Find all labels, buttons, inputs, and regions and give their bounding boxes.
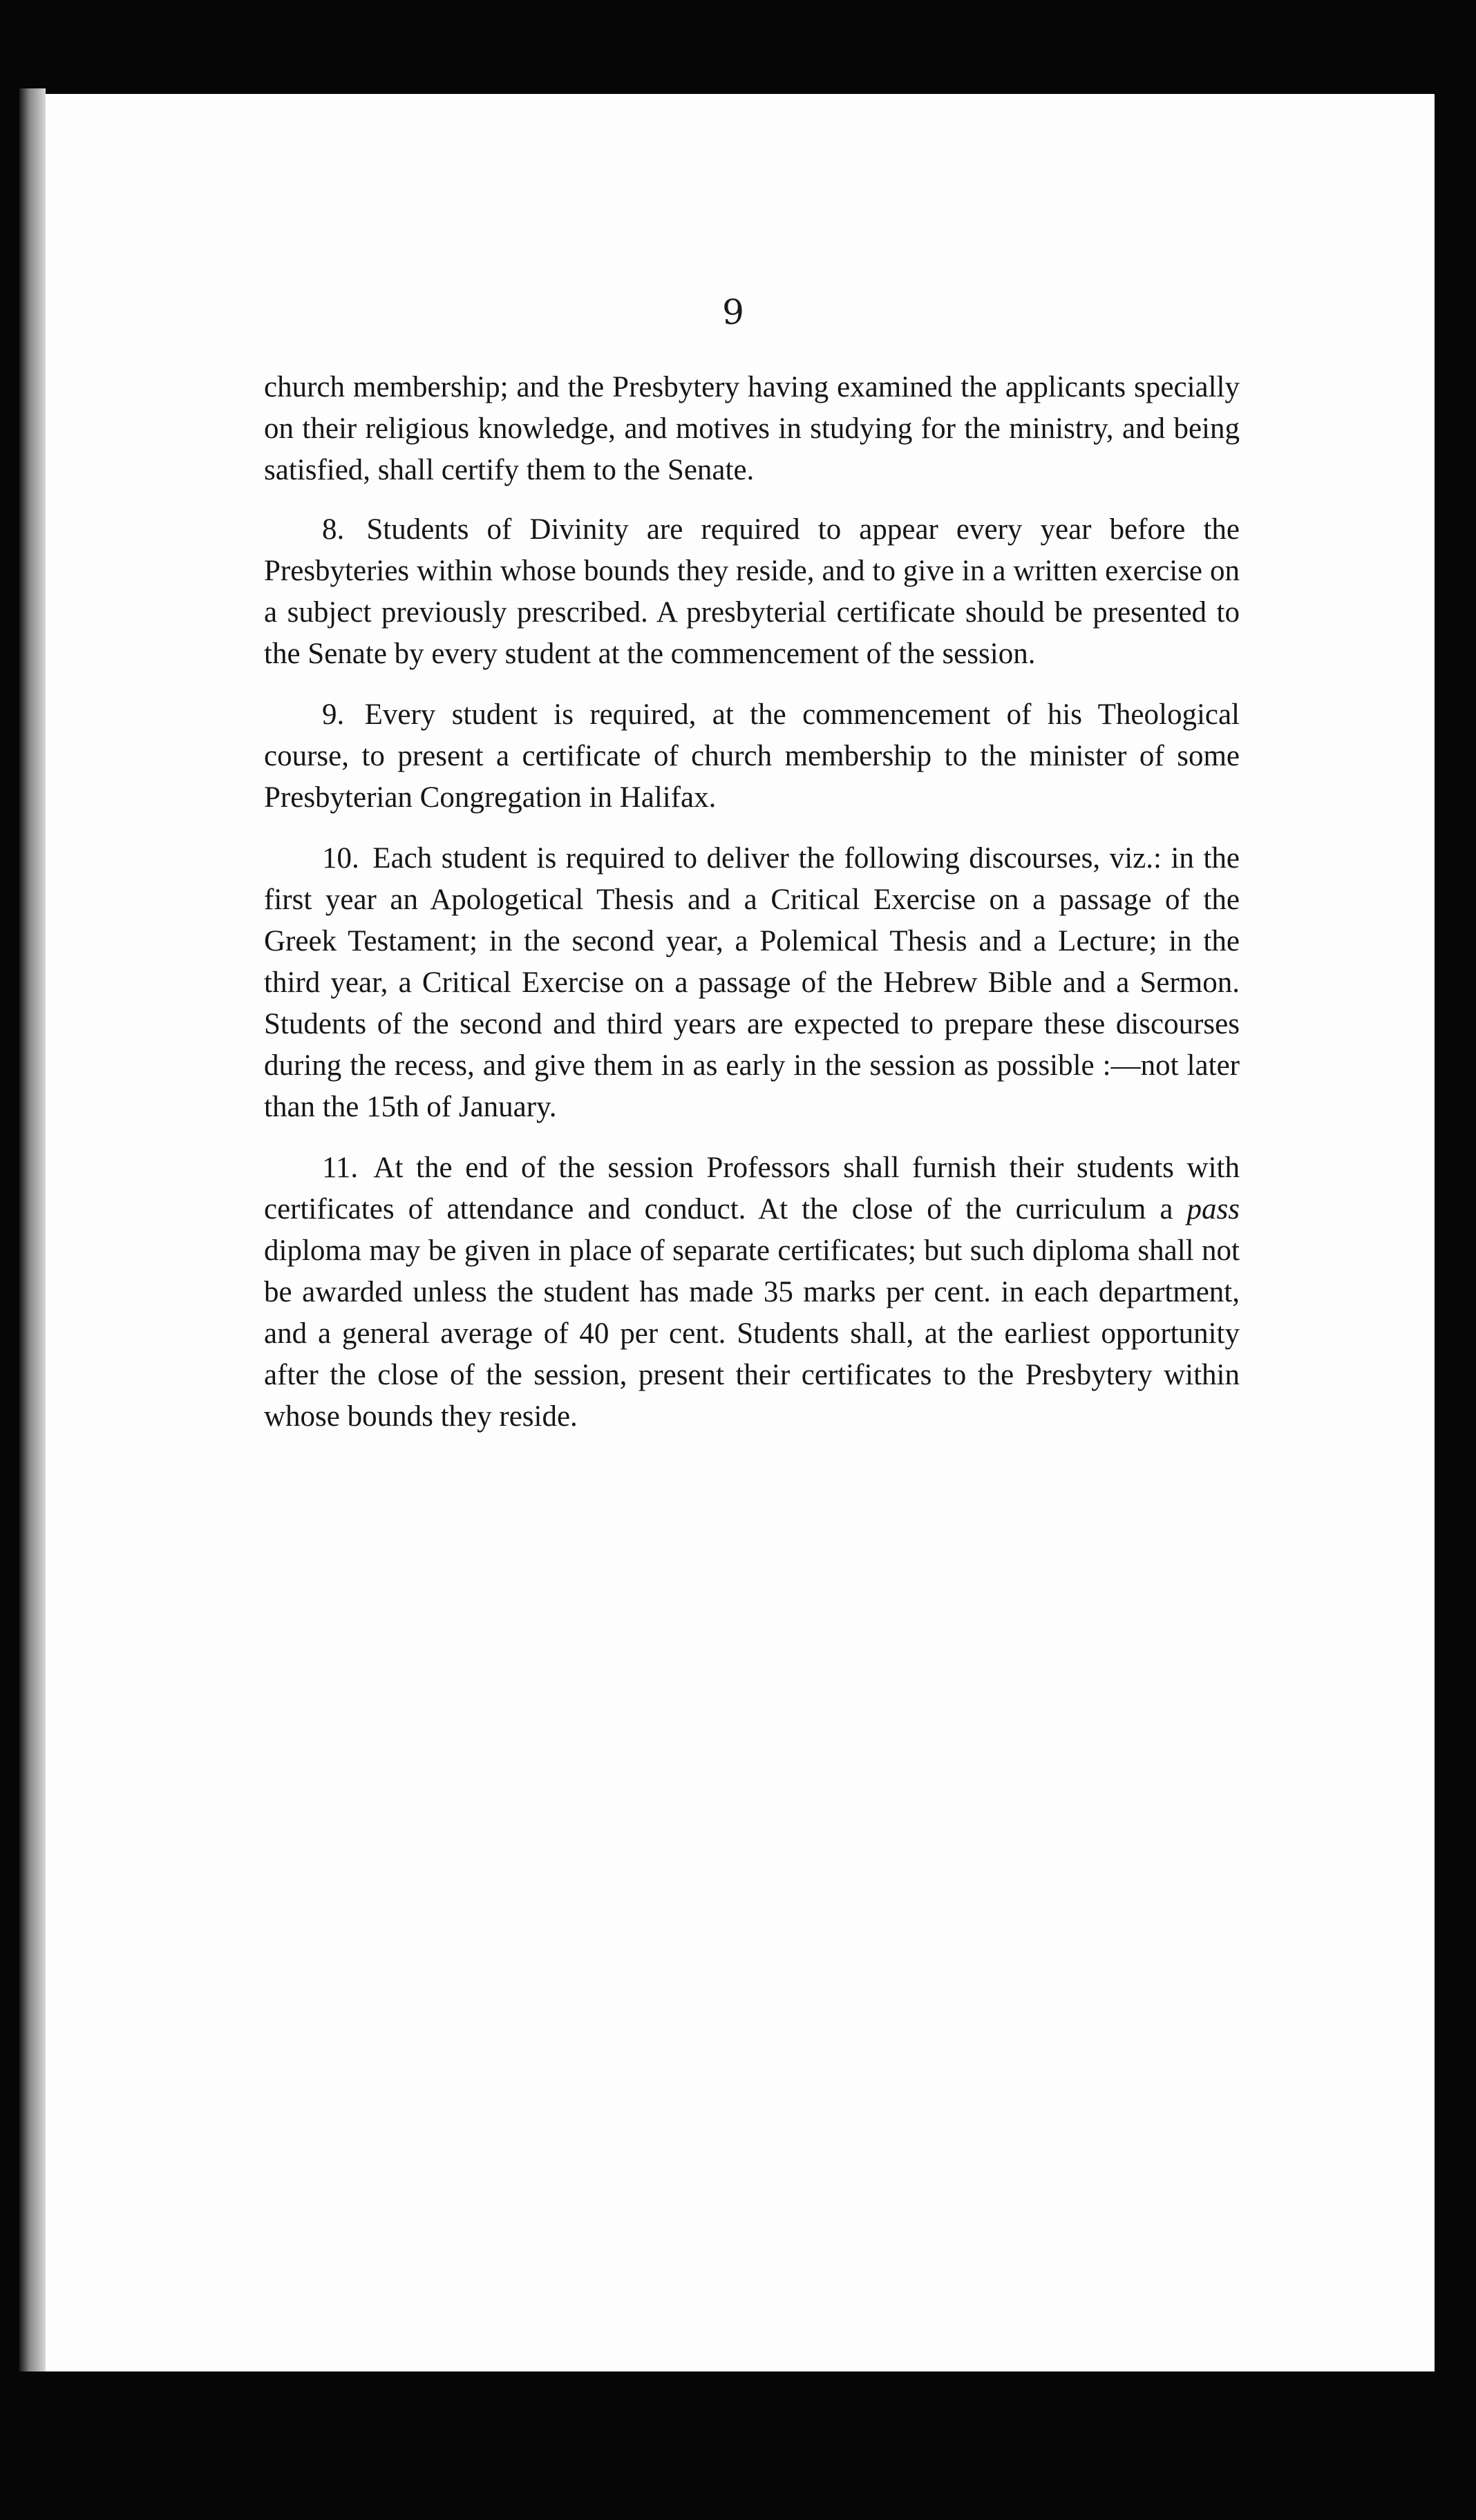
paragraph-text: church membership; and the Presbytery having examined the applicants specially on their religious knowledge, and motives in studying for the ministry, and being satisfied, shall certify them to the Senate. <box>264 371 1240 486</box>
paragraph-continuation <box>264 367 1240 491</box>
paragraph-9 <box>264 694 1240 819</box>
paragraph-number: 8. <box>322 513 345 546</box>
paragraph-text-after-italic: diploma may be given in place of separate certificates; but such diploma shall not be awarded unless the student has made 35 marks per cent. in each department, and a general average of 40 per cent. Students shall, at the earliest opportunity after the close of the session, present their certificates to the Presbytery within whose bounds they reside. <box>264 1234 1240 1433</box>
paragraph-number: 11. <box>322 1152 359 1184</box>
paragraph-text-before-italic: At the end of the session Professors shall furnish their students with certificates of attendance and conduct. At the close of the curriculum a <box>264 1152 1240 1225</box>
paragraph-text: Each student is required to deliver the following discourses, viz.: in the first year an Apologetical Thesis and a Critical Exercise on a passage of the Greek Testament; in the second year, a Polemical Thesis and a Lecture; in the third year, a Critical Exercise on a passage of the Hebrew Bible and a Sermon. Students of the second and third years are expected to prepare these discourses during the recess, and give them in as early in the session as possible :—not later than the 15th of January. <box>264 842 1240 1123</box>
paragraph-number: 10. <box>322 842 359 875</box>
page-left-edge <box>19 88 46 2371</box>
page-number: 9 <box>722 292 744 332</box>
paragraph-11 <box>264 1147 1240 1438</box>
paragraph-text: Students of Divinity are required to appear every year before the Presbyteries within whose bounds they reside, and to give in a written exercise on a subject previously prescribed. A presbyterial certificate should be presented to the Senate by every student at the commencement of the session. <box>264 513 1240 670</box>
paragraph-8 <box>264 509 1240 675</box>
paragraph-number: 9. <box>322 698 345 731</box>
italic-word: pass <box>1186 1193 1240 1225</box>
paragraph-text: Every student is required, at the commencement of his Theological course, to present a certificate of church membership to the minister of some Presbyterian Congregation in Halifax. <box>264 698 1240 814</box>
document-page <box>46 94 1435 2371</box>
paragraph-10 <box>264 838 1240 1128</box>
body-text <box>264 367 1240 1457</box>
